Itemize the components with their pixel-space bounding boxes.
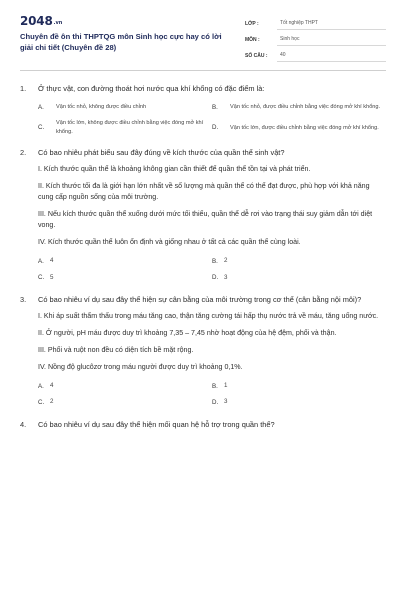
option-a[interactable]: [38, 382, 212, 390]
question-number: 2.: [20, 148, 27, 158]
option-b[interactable]: [212, 382, 386, 390]
option-text: 4: [50, 257, 54, 265]
option-d[interactable]: [212, 398, 386, 406]
option-letter: C.: [38, 274, 45, 282]
meta-table: [245, 14, 386, 62]
option-b[interactable]: [212, 103, 386, 111]
statement-4: IV. Nồng độ glucôzơ trong máu người được duy trì khoảng 0,1%.: [38, 363, 243, 372]
option-letter: D.: [212, 274, 219, 282]
option-letter: B.: [212, 103, 218, 111]
document-header: [20, 0, 386, 71]
option-text: 5: [50, 273, 54, 281]
option-letter: B.: [212, 382, 218, 390]
option-letter: B.: [212, 257, 218, 265]
option-text: Vận tốc lớn, được điều chỉnh bằng việc đóng mở khí khổng.: [230, 124, 379, 131]
option-letter: D.: [212, 399, 219, 407]
statement-1: I. Khi áp suất thẩm thấu trong máu tăng cao, thận tăng cường tái hấp thụ nước trả về máu, tăng uống nước.: [38, 312, 379, 321]
question-text: Có bao nhiêu phát biểu sau đây đúng về kích thước của quần thể sinh vật?: [38, 148, 285, 158]
meta-row-subject: [245, 30, 386, 46]
meta-row-count: [245, 46, 386, 62]
question-number: 3.: [20, 295, 27, 305]
meta-value: 40: [277, 52, 386, 62]
site-logo[interactable]: [20, 14, 62, 28]
option-text: Vận tốc nhỏ, không được điều chỉnh: [56, 104, 147, 110]
option-text: 1: [224, 382, 228, 390]
option-letter: A.: [38, 103, 44, 111]
option-a[interactable]: [38, 103, 212, 111]
question-text: Có bao nhiêu ví dụ sau đây thể hiện sự cân bằng của môi trường trong cơ thể (cân bằng nội môi)?: [38, 295, 362, 305]
statement-2: II. Ở người, pH máu được duy trì khoảng 7,35 – 7,45 nhờ hoạt động của hệ đệm, phổi và thận.: [38, 329, 337, 338]
statement-1: I. Kích thước quần thể là khoảng không gian cần thiết để quần thể tồn tại và phát triển.: [38, 165, 311, 174]
answer-options: [20, 103, 386, 136]
question-number: 4.: [20, 419, 27, 429]
option-c[interactable]: [38, 398, 212, 406]
option-d[interactable]: [212, 119, 386, 136]
option-text: Vận tốc nhỏ, được điều chỉnh bằng việc đóng mở khí khổng.: [230, 104, 381, 110]
option-text: 3: [224, 398, 228, 406]
meta-label: MÔN :: [245, 37, 260, 43]
meta-row-class: [245, 14, 386, 30]
question-text: Ở thực vật, con đường thoát hơi nước qua khí khổng có đặc điểm là:: [38, 84, 265, 93]
option-a[interactable]: [38, 257, 212, 265]
option-d[interactable]: [212, 274, 386, 282]
question-text: Có bao nhiêu ví dụ sau đây thể hiện mối quan hệ hỗ trợ trong quần thể?: [38, 419, 275, 429]
logo-suffix: .vn: [53, 20, 63, 26]
answer-options: [20, 382, 386, 407]
option-text: 3: [224, 273, 228, 281]
question-1: [20, 83, 386, 136]
option-letter: D.: [212, 124, 219, 132]
meta-value: Sinh học: [277, 36, 386, 46]
statement-3: III. Nếu kích thước quần thể xuống dưới mức tối thiểu, quần thể dễ rơi vào trạng thái suy giảm dẫn tới diệt vong.: [38, 210, 373, 230]
option-letter: A.: [38, 382, 44, 390]
option-c[interactable]: [38, 119, 212, 136]
statement-2: II. Kích thước tối đa là giới hạn lớn nhất về số lượng mà quần thể có thể đạt được, phù hợp với khả năng cung cấp nguồn sống của môi trường.: [38, 182, 370, 202]
meta-label: LỚP :: [245, 21, 259, 27]
statement-4: IV. Kích thước quần thể luôn ổn định và giống nhau ở tất cả các quần thể cùng loài.: [38, 238, 301, 247]
option-letter: A.: [38, 257, 44, 265]
option-b[interactable]: [212, 257, 386, 265]
question-3: [20, 294, 386, 407]
option-text: 4: [50, 382, 54, 390]
statement-3: III. Phổi và ruột non đều có diện tích bề mặt rộng.: [38, 346, 194, 355]
meta-value: Tốt nghiệp THPT: [277, 20, 386, 30]
option-text: 2: [224, 257, 228, 265]
question-list: [20, 83, 386, 430]
option-letter: C.: [38, 124, 45, 132]
option-text: 2: [50, 398, 54, 406]
document-title: Chuyên đề ôn thi THPTQG môn Sinh học cực hay có lời giải chi tiết (Chuyên đề 28): [20, 32, 222, 52]
option-c[interactable]: [38, 274, 212, 282]
option-text: Vận tốc lớn, không được điều chỉnh bằng việc đóng mở khí khổng.: [56, 120, 204, 135]
logo-text: 2048: [20, 14, 53, 28]
question-2: [20, 147, 386, 282]
question-number: 1.: [20, 84, 27, 93]
option-letter: C.: [38, 399, 45, 407]
meta-label: SỐ CÂU :: [245, 53, 268, 59]
answer-options: [20, 257, 386, 282]
question-4: [20, 419, 386, 430]
